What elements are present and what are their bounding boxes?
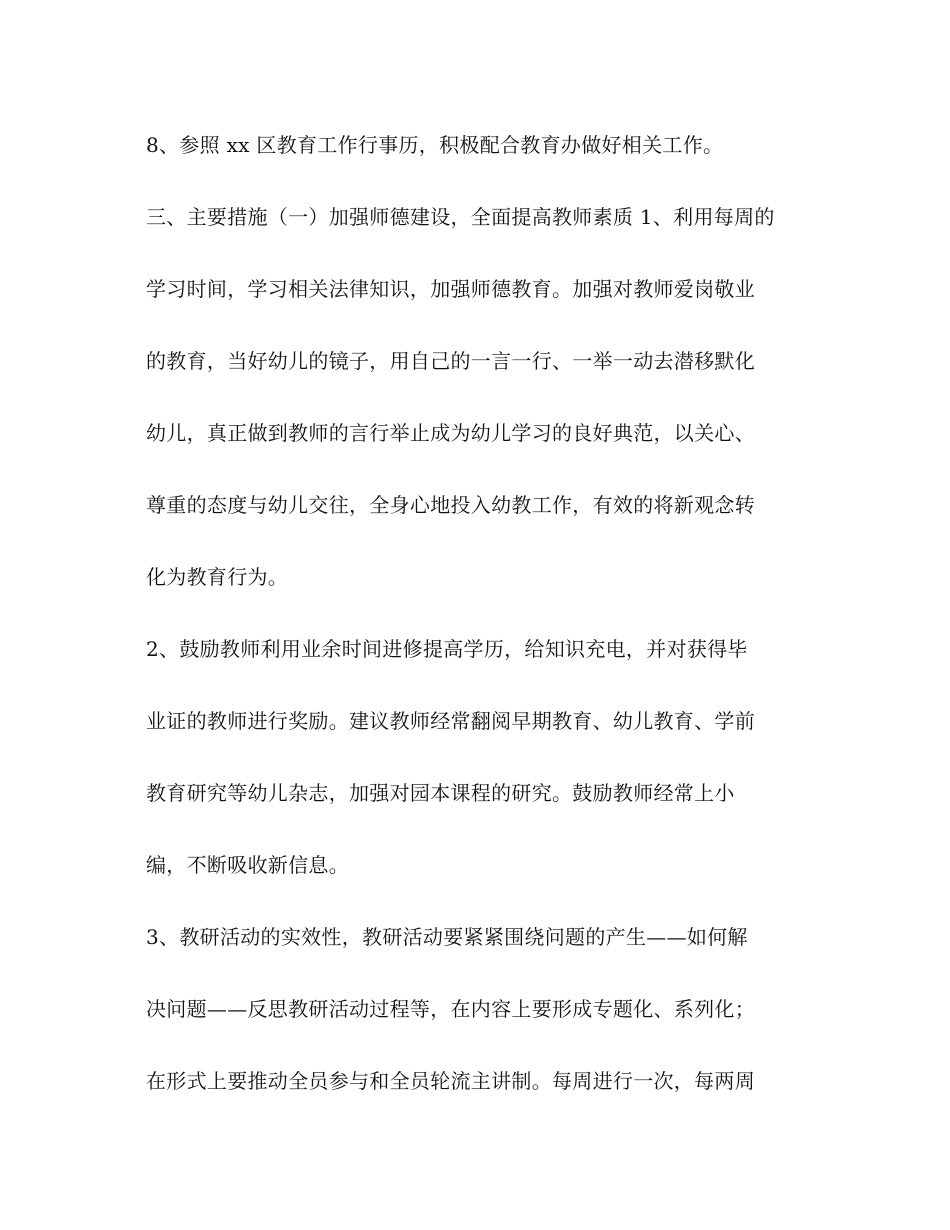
text-line: 学习时间，学习相关法律知识，加强师德教育。加强对教师爱岗敬业: [146, 277, 755, 301]
text-line: 化为教育行为。: [146, 565, 289, 589]
text-line: 3、教研活动的实效性，教研活动要紧紧围绕问题的产生——如何解: [146, 925, 748, 949]
text-line: 2、鼓励教师利用业余时间进修提高学历，给知识充电，并对获得毕: [146, 637, 748, 661]
text-line: 业证的教师进行奖励。建议教师经常翻阅早期教育、幼儿教育、学前: [146, 709, 755, 733]
text-line: 尊重的态度与幼儿交往，全身心地投入幼教工作，有效的将新观念转: [146, 493, 755, 517]
text-line: 三、主要措施（一）加强师德建设，全面提高教师素质 1、利用每周的: [146, 205, 775, 229]
text-line: 编，不断吸收新信息。: [146, 853, 349, 877]
text-line: 教育研究等幼儿杂志，加强对园本课程的研究。鼓励教师经常上小: [146, 781, 735, 805]
text-line: 幼儿，真正做到教师的言行举止成为幼儿学习的良好典范，以关心、: [146, 421, 755, 445]
text-line: 的教育，当好幼儿的镜子，用自己的一言一行、一举一动去潜移默化: [146, 349, 755, 373]
text-line: 8、参照 xx 区教育工作行事历，积极配合教育办做好相关工作。: [146, 133, 724, 157]
text-line: 决问题——反思教研活动过程等，在内容上要形成专题化、系列化；: [146, 997, 755, 1021]
text-line: 在形式上要推动全员参与和全员轮流主讲制。每周进行一次，每两周: [146, 1069, 755, 1093]
